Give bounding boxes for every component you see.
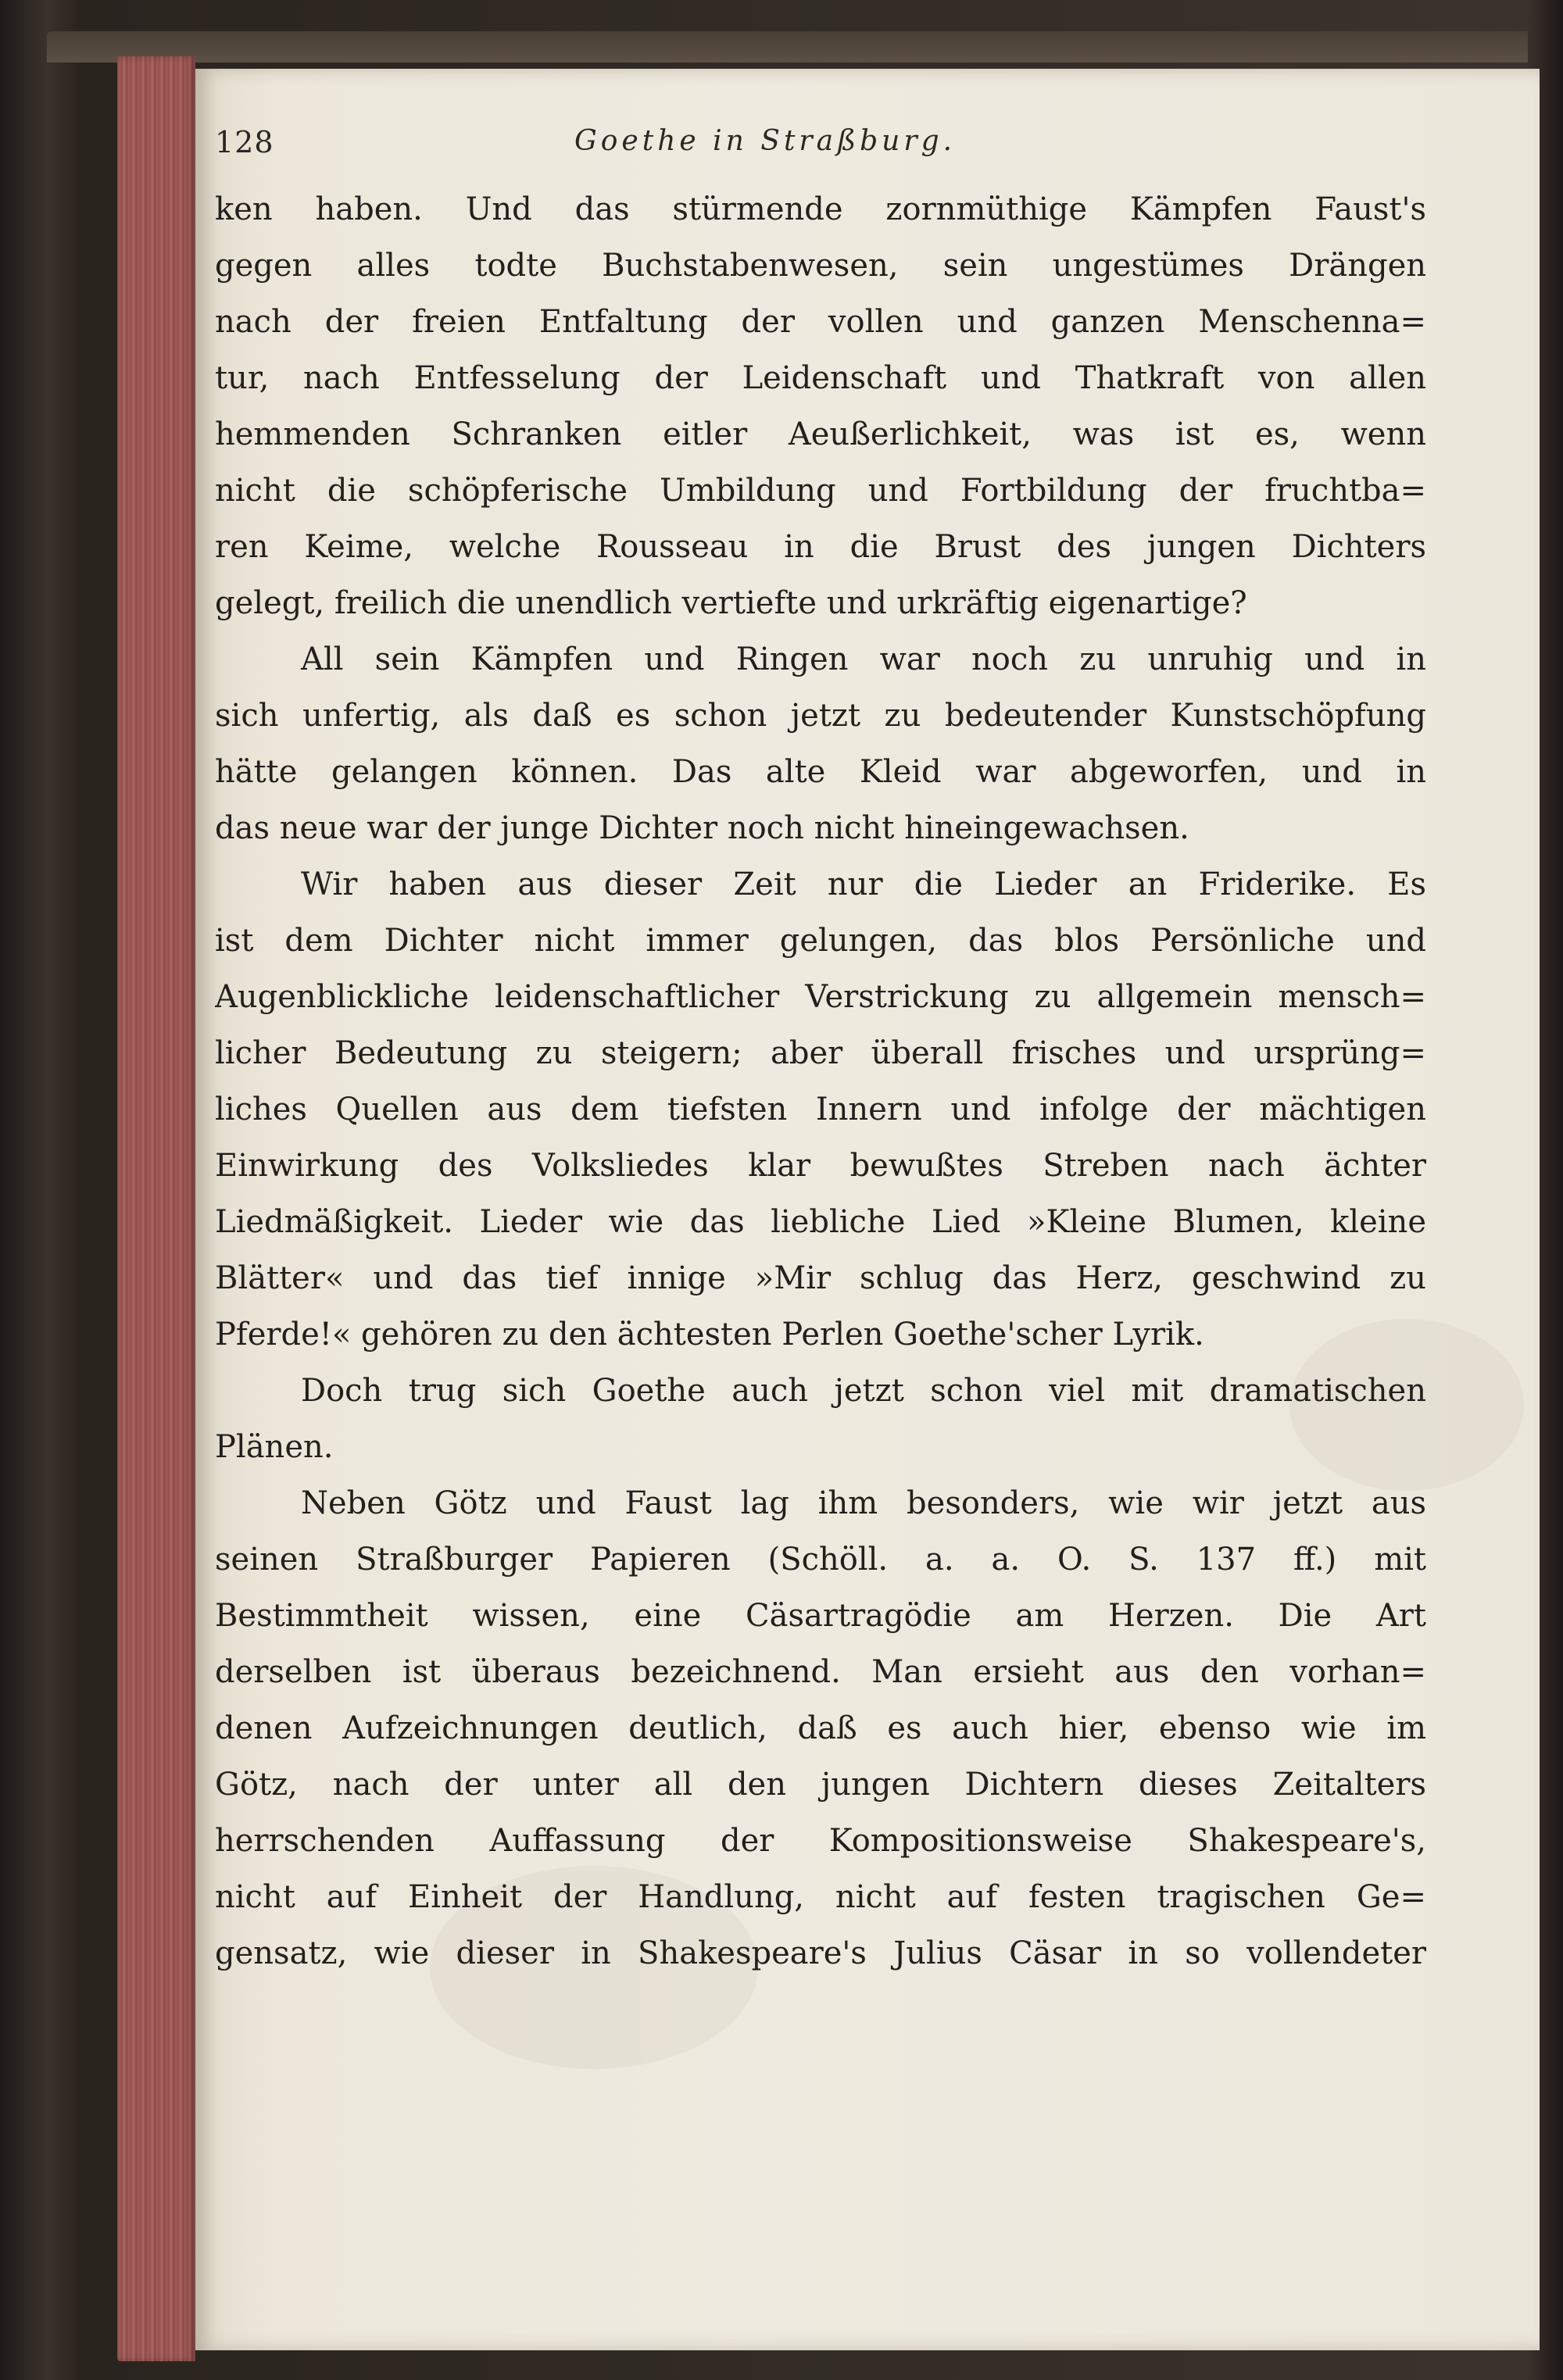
text-line: ken haben. Und das stürmende zornmüthige Kämpfen Faust's xyxy=(215,191,1426,227)
text-line: Neben Götz und Faust lag ihm besonders, wie wir jetzt aus xyxy=(301,1485,1426,1521)
text-line: liches Quellen aus dem tiefsten Innern und infolge der mächtigen xyxy=(215,1092,1426,1127)
text-line: nicht die schöpferische Umbildung und Fortbildung der fruchtba= xyxy=(215,473,1426,509)
text-line: nach der freien Entfaltung der vollen und ganzen Menschenna= xyxy=(215,304,1426,340)
page-header xyxy=(215,125,1168,172)
page-block-edges xyxy=(117,56,195,2361)
text-line: Götz, nach der unter all den jungen Dichtern dieses Zeitalters xyxy=(215,1767,1426,1803)
text-line: Doch trug sich Goethe auch jetzt schon viel mit dramatischen xyxy=(301,1373,1426,1409)
body-text xyxy=(215,181,1426,1982)
text-line: Liedmäßigkeit. Lieder wie das liebliche Lied »Kleine Blumen, kleine xyxy=(215,1204,1426,1240)
text-line: ren Keime, welche Rousseau in die Brust des jungen Dichters xyxy=(215,529,1426,565)
text-line: herrschenden Auffassung der Kompositionsweise Shakespeare's, xyxy=(215,1823,1426,1859)
text-line: Augenblickliche leidenschaftlicher Verstrickung zu allgemein mensch= xyxy=(215,979,1426,1015)
text-line: All sein Kämpfen und Ringen war noch zu unruhig und in xyxy=(301,641,1426,677)
text-line: gelegt, freilich die unendlich vertiefte und urkräftig eigenartige? xyxy=(215,585,1247,621)
text-line: denen Aufzeichnungen deutlich, daß es auch hier, ebenso wie im xyxy=(215,1710,1426,1746)
text-line: seinen Straßburger Papieren (Schöll. a. a. O. S. 137 ff.) mit xyxy=(215,1542,1426,1578)
text-line: Plänen. xyxy=(215,1429,334,1465)
text-line: Pferde!« gehören zu den ächtesten Perlen Goethe'scher Lyrik. xyxy=(215,1317,1204,1353)
page-number: 128 xyxy=(215,125,274,159)
text-line: licher Bedeutung zu steigern; aber überall frisches und ursprüng= xyxy=(215,1035,1426,1071)
text-line: das neue war der junge Dichter noch nicht hineingewachsen. xyxy=(215,810,1189,846)
text-line: hätte gelangen können. Das alte Kleid war abgeworfen, und in xyxy=(215,754,1426,790)
text-line: gensatz, wie dieser in Shakespeare's Julius Cäsar in so vollendeter xyxy=(215,1935,1426,1971)
text-line: Wir haben aus dieser Zeit nur die Lieder an Friderike. Es xyxy=(301,867,1426,902)
book-cover-top-edge xyxy=(47,31,1540,63)
text-line: gegen alles todte Buchstabenwesen, sein ungestümes Drängen xyxy=(215,248,1426,284)
text-line: sich unfertig, als daß es schon jetzt zu bedeutender Kunstschöpfung xyxy=(215,698,1426,734)
text-line: Blätter« und das tief innige »Mir schlug das Herz, geschwind zu xyxy=(215,1260,1426,1296)
text-line: ist dem Dichter nicht immer gelungen, das blos Persönliche und xyxy=(215,923,1426,959)
text-line: derselben ist überaus bezeichnend. Man ersieht aus den vorhan= xyxy=(215,1654,1426,1690)
running-head: Goethe in Straßburg. xyxy=(574,125,957,157)
text-line: hemmenden Schranken eitler Aeußerlichkeit, was ist es, wenn xyxy=(215,416,1426,452)
text-line: Bestimmtheit wissen, eine Cäsartragödie am Herzen. Die Art xyxy=(215,1598,1426,1634)
text-line: Einwirkung des Volksliedes klar bewußtes Streben nach ächter xyxy=(215,1148,1426,1184)
text-line: tur, nach Entfesselung der Leidenschaft und Thatkraft von allen xyxy=(215,360,1426,396)
text-line: nicht auf Einheit der Handlung, nicht auf festen tragischen Ge= xyxy=(215,1879,1426,1915)
